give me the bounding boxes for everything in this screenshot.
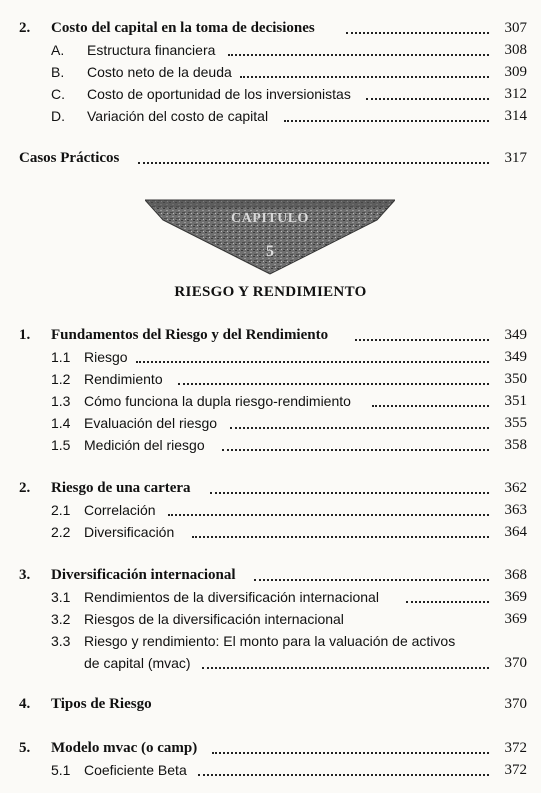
entry-number: 3.2 [51,611,71,627]
entry-title: Casos Prácticos [19,150,120,166]
entry-number: 2.1 [51,502,71,518]
chapter-banner [145,196,395,276]
entry-title: Estructura financiera [87,42,216,58]
toc-entry[interactable] [0,105,541,127]
entry-title: Coeficiente Beta [84,762,187,778]
dot-leader [192,536,489,538]
entry-number: 1.3 [51,393,71,409]
banner-number: 5 [266,243,274,260]
entry-page: 363 [504,502,527,518]
entry-number: 5. [19,740,31,756]
entry-page: 355 [504,415,527,431]
entry-page: 349 [504,349,527,365]
entry-title: Costo del capital en la toma de decisiones [51,20,315,36]
toc-entry[interactable] [0,17,541,39]
toc-entry[interactable] [0,368,541,390]
dot-leader [210,492,489,494]
dot-leader [178,383,489,385]
toc-entry[interactable] [0,390,541,412]
entry-page: 349 [504,327,527,343]
entry-title: Cómo funciona la dupla riesgo-rendimiento [84,393,351,409]
entry-page: 358 [504,437,527,453]
entry-title: Diversificación internacional [51,567,236,583]
dot-leader [284,120,489,122]
dot-leader [346,32,489,34]
dot-leader [138,162,489,164]
entry-title: Correlación [84,502,156,518]
entry-number: 1.4 [51,415,71,431]
dot-leader [198,774,489,776]
dot-leader [406,601,489,603]
entry-page: 364 [504,524,527,540]
entry-page: 372 [504,740,527,756]
toc-entry[interactable] [0,39,541,61]
entry-number: D. [51,108,65,124]
toc-entry[interactable] [0,346,541,368]
entry-page: 351 [504,393,527,409]
entry-title: Riesgo y rendimiento: El monto para la valuación de activos [84,633,456,649]
entry-page: 369 [504,589,527,605]
entry-number: 1.1 [51,349,71,365]
entry-title: Riesgo [84,349,128,365]
entry-page: 312 [504,86,527,102]
entry-page: 362 [504,480,527,496]
entry-page: 309 [504,64,527,80]
entry-title: Fundamentos del Riesgo y del Rendimiento [51,327,329,343]
entry-title: Costo de oportunidad de los inversionistas [87,86,351,102]
dot-leader [240,76,489,78]
dot-leader [355,339,489,341]
toc-entry-casos[interactable] [0,147,541,169]
entry-number: 2. [19,20,31,36]
entry-page: 372 [504,762,527,778]
entry-title: Rendimientos de la diversificación internacional [84,589,379,605]
entry-number: 4. [19,696,31,712]
entry-number: 2.2 [51,524,71,540]
entry-number: 3. [19,567,31,583]
entry-page: 370 [504,655,527,671]
toc-entry[interactable] [0,693,541,715]
entry-title: Rendimiento [84,371,163,387]
dot-leader [372,405,489,407]
toc-entry[interactable] [0,630,541,674]
dot-leader [168,514,489,516]
dot-leader [228,54,489,56]
entry-number: B. [51,64,65,80]
entry-page: 314 [504,108,527,124]
entry-page: 307 [504,20,527,36]
entry-number: 1.2 [51,371,71,387]
toc-entry[interactable] [0,412,541,434]
entry-number: A. [51,42,65,58]
entry-page: 368 [504,567,527,583]
dot-leader [254,579,489,581]
entry-number: C. [51,86,65,102]
entry-title: Riesgo de una cartera [51,480,191,496]
entry-number: 1. [19,327,31,343]
toc-entry[interactable] [0,477,541,499]
banner-word: CAPITULO [231,211,309,226]
entry-number: 3.3 [51,633,71,649]
dot-leader [366,98,489,100]
chapter-title: RIESGO Y RENDIMIENTO [174,284,367,300]
entry-page: 350 [504,371,527,387]
toc-entry[interactable] [0,434,541,456]
toc-entry[interactable] [0,608,541,630]
dot-leader [136,361,489,363]
dot-leader [212,752,489,754]
toc-entry[interactable] [0,521,541,543]
entry-title: Modelo mvac (o camp) [51,740,198,756]
entry-number: 2. [19,480,31,496]
toc-entry[interactable] [0,586,541,608]
entry-title: Riesgos de la diversificación internacional [84,611,344,627]
entry-number: 1.5 [51,437,71,453]
entry-number: 5.1 [51,762,71,778]
toc-entry[interactable] [0,61,541,83]
entry-page: 369 [504,611,527,627]
entry-title: Medición del riesgo [84,437,205,453]
entry-title: Costo neto de la deuda [87,64,232,80]
entry-title: Tipos de Riesgo [51,696,152,712]
toc-entry[interactable] [0,564,541,586]
toc-entry[interactable] [0,737,541,759]
toc-entry[interactable] [0,499,541,521]
entry-page: 370 [504,696,527,712]
entry-title: Evaluación del riesgo [84,415,218,431]
entry-page: 317 [504,150,527,166]
dot-leader [230,427,489,429]
entry-title: Diversificación [84,524,175,540]
toc-entry[interactable] [0,324,541,346]
entry-number: 3.1 [51,589,71,605]
entry-title: Variación del costo de capital [87,108,269,124]
toc-entry[interactable] [0,759,541,781]
dot-leader [222,449,489,451]
dot-leader [202,667,489,669]
toc-entry[interactable] [0,83,541,105]
entry-title-continued: de capital (mvac) [84,655,191,671]
entry-page: 308 [504,42,527,58]
